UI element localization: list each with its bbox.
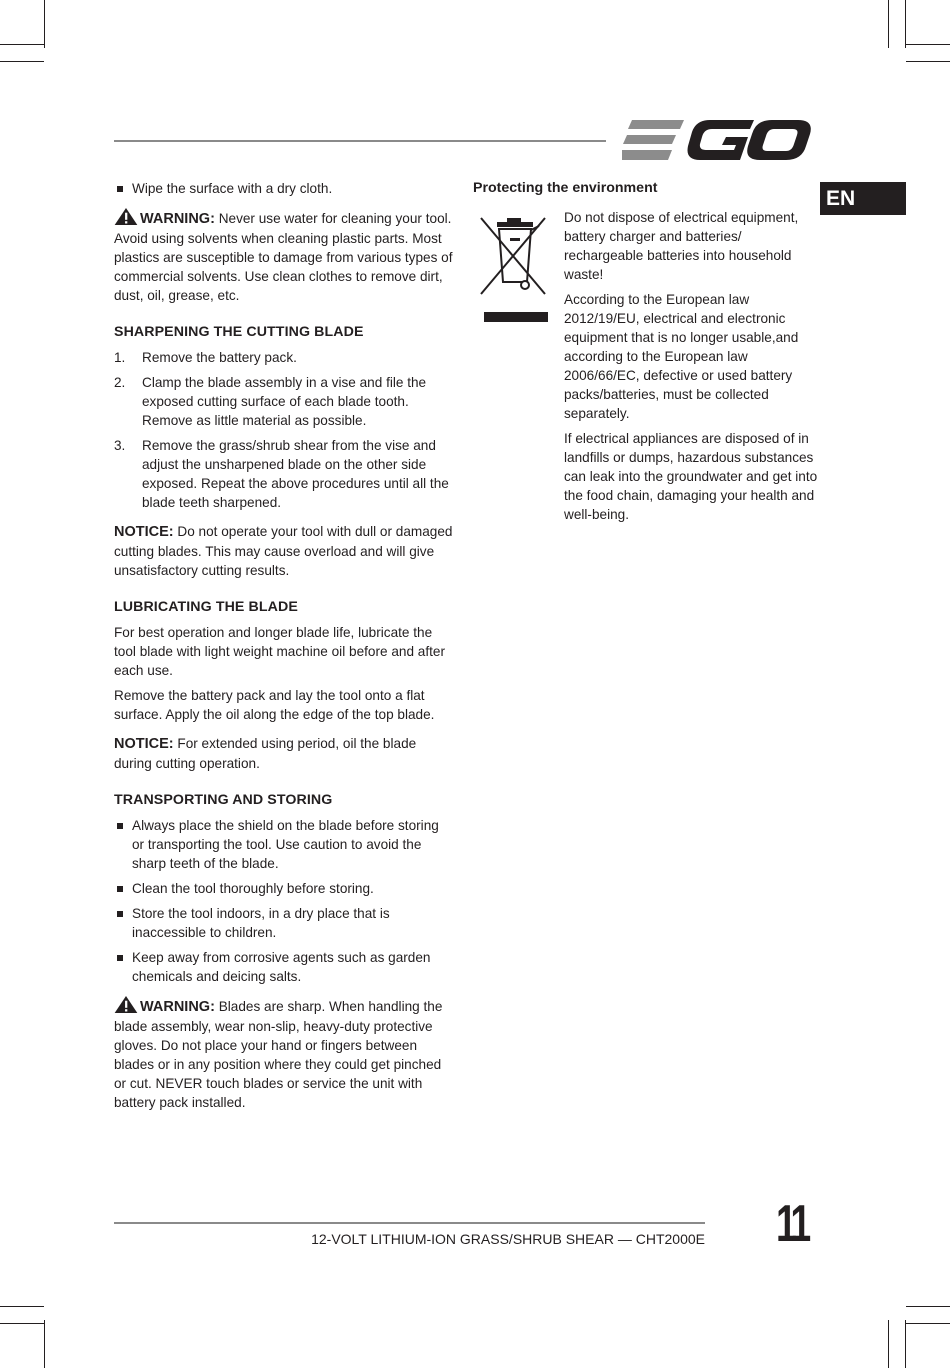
section-heading-transporting: TRANSPORTING AND STORING (114, 792, 333, 808)
step-item (114, 436, 454, 512)
crop-mark (906, 1306, 950, 1307)
crop-mark (0, 44, 44, 45)
warning-cleaning (114, 208, 454, 305)
footer-rule (114, 1222, 705, 1224)
crop-mark (906, 61, 950, 62)
crop-mark (0, 1323, 44, 1324)
language-tab: EN (820, 182, 906, 215)
warning-triangle-icon (114, 996, 138, 1013)
footer-product-line: 12-VOLT LITHIUM-ION GRASS/SHRUB SHEAR — CHT2000E (311, 1231, 705, 1247)
environment-paragraph: According to the European law 2012/19/EU, electrical and electronic equipment that is no longer usable,and according to the European law 2006/66/EC, defective or used battery packs/batteries, must be collected separately. (564, 292, 799, 421)
brand-logo (622, 118, 812, 162)
list-item: Always place the shield on the blade before storing or transporting the tool. Use caution to avoid the sharp teeth of the blade. (114, 816, 454, 873)
sharpening-steps (114, 348, 454, 512)
warning-triangle-icon (114, 208, 138, 225)
crop-mark (0, 1306, 44, 1307)
crossed-out-wheelie-bin-icon (477, 212, 549, 322)
list-item: Keep away from corrosive agents such as garden chemicals and deicing salts. (114, 948, 454, 986)
crop-mark (905, 0, 906, 48)
header-rule (114, 140, 606, 142)
notice-label: NOTICE: (114, 524, 174, 540)
transporting-bullet-list (114, 816, 454, 986)
crop-mark (906, 44, 950, 45)
crop-mark (888, 1320, 889, 1368)
list-item: Clean the tool thoroughly before storing. (114, 879, 454, 898)
environment-paragraph: If electrical appliances are disposed of in landfills or dumps, hazardous substances can leak into the groundwater and get into the food chain, damaging your health and well-being. (564, 431, 818, 522)
step-item (114, 373, 454, 430)
environment-body (473, 208, 818, 524)
page-number: 11 (776, 1195, 807, 1253)
crop-mark (44, 1320, 45, 1368)
environment-paragraph: Do not dispose of electrical equipment, battery charger and batteries/ rechargeable batteries into household waste! (564, 210, 799, 282)
section-heading-environment: Protecting the environment (473, 180, 658, 196)
notice-label: NOTICE: (114, 736, 174, 752)
step-number: 3. (114, 438, 126, 453)
step-number: 1. (114, 350, 126, 365)
step-text: Clamp the blade assembly in a vise and file the exposed cutting surface of each blade tooth. Remove as little material as possible. (142, 375, 427, 428)
crop-mark (905, 1320, 906, 1368)
notice-sharpening (114, 522, 454, 580)
intro-bullet-list (114, 179, 454, 198)
right-column (473, 179, 818, 530)
section-heading-lubricating: LUBRICATING THE BLADE (114, 599, 298, 615)
crop-mark (906, 1323, 950, 1324)
warning-label: WARNING: (140, 999, 215, 1015)
step-number: 2. (114, 375, 126, 390)
warning-label: WARNING: (140, 211, 215, 227)
environment-text (564, 208, 818, 524)
notice-text: Do not operate your tool with dull or damaged cutting blades. This may cause overload and will give unsatisfactory cutting results. (114, 524, 453, 578)
notice-lubricating (114, 734, 454, 773)
left-column (114, 179, 454, 1118)
crop-mark (888, 0, 889, 48)
warning-blades (114, 996, 454, 1112)
warning-text: Blades are sharp. When handling the blade assembly, wear non-slip, heavy-duty protective gloves. Do not place your hand or fingers between blades or in any position where they could get pinched or cut. NEVER touch blades or service the unit with battery pack installed. (114, 999, 443, 1110)
list-item: Store the tool indoors, in a dry place that is inaccessible to children. (114, 904, 454, 942)
crop-mark (44, 0, 45, 48)
lubricating-paragraph: For best operation and longer blade life, lubricate the tool blade with light weight machine oil before and after each use. (114, 625, 445, 678)
list-item: Wipe the surface with a dry cloth. (114, 179, 454, 198)
section-heading-sharpening: SHARPENING THE CUTTING BLADE (114, 324, 364, 340)
step-item (114, 348, 454, 367)
warning-text: Never use water for cleaning your tool. Avoid using solvents when cleaning plastic parts. Most plastics are susceptible to damage from various types of commercial solvents. Use clean clothes to remove dirt, dust, oil, grease, etc. (114, 211, 453, 303)
step-text: Remove the battery pack. (142, 350, 297, 365)
notice-text: For extended using period, oil the blade during cutting operation. (114, 736, 417, 771)
crop-mark (0, 61, 44, 62)
step-text: Remove the grass/shrub shear from the vise and adjust the unsharpened blade on the other side exposed. Repeat the above procedures until all the blade teeth sharpened. (142, 438, 449, 510)
lubricating-paragraph: Remove the battery pack and lay the tool onto a flat surface. Apply the oil along the edge of the top blade. (114, 688, 435, 722)
